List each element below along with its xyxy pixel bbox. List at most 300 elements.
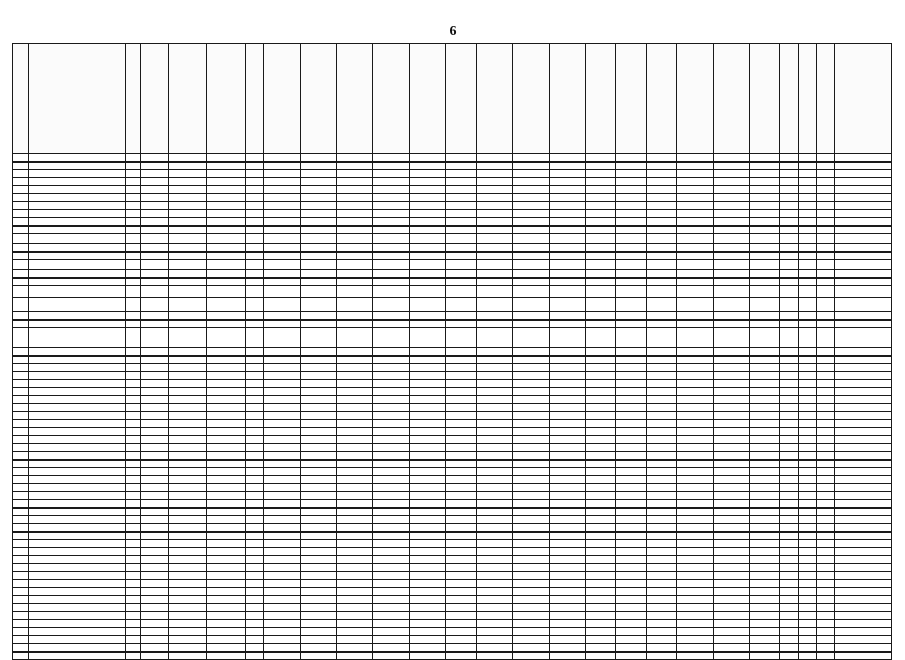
table-cell — [336, 388, 372, 396]
table-cell — [168, 278, 206, 286]
table-cell — [13, 380, 29, 388]
table-cell — [798, 556, 816, 564]
table-cell — [140, 564, 168, 572]
table-cell — [336, 396, 372, 404]
table-cell — [126, 186, 140, 194]
table-cell — [798, 210, 816, 218]
table-cell — [13, 252, 29, 260]
table-cell — [336, 162, 372, 170]
table-cell — [549, 154, 585, 162]
table-cell — [677, 194, 713, 202]
table-cell — [713, 540, 749, 548]
table-cell — [13, 516, 29, 524]
table-cell — [750, 516, 780, 524]
table-row — [13, 500, 892, 508]
table-cell — [816, 278, 834, 286]
table-cell — [373, 588, 409, 596]
table-cell — [646, 460, 676, 468]
table-cell — [336, 412, 372, 420]
table-cell — [13, 532, 29, 540]
table-cell — [207, 628, 245, 636]
table-cell — [13, 186, 29, 194]
table-cell — [168, 364, 206, 372]
table-cell — [140, 404, 168, 412]
table-cell — [549, 170, 585, 178]
table-cell — [336, 588, 372, 596]
table-cell — [168, 186, 206, 194]
table-cell — [373, 452, 409, 460]
table-cell — [646, 356, 676, 364]
table-cell — [476, 612, 512, 620]
table-cell — [677, 484, 713, 492]
table-cell — [126, 312, 140, 320]
table-cell — [646, 178, 676, 186]
table-cell — [549, 186, 585, 194]
table-cell — [29, 540, 126, 548]
table-cell — [126, 580, 140, 588]
table-cell — [835, 548, 892, 556]
table-cell — [780, 548, 798, 556]
table-cell — [476, 444, 512, 452]
table-cell — [750, 532, 780, 540]
table-cell — [750, 452, 780, 460]
table-cell — [798, 186, 816, 194]
table-cell — [207, 508, 245, 516]
table-cell — [29, 532, 126, 540]
table-row — [13, 428, 892, 436]
table-cell — [513, 652, 549, 660]
table-cell — [713, 476, 749, 484]
table-cell — [373, 218, 409, 226]
table-cell — [835, 588, 892, 596]
table-cell — [446, 564, 476, 572]
table-cell — [816, 218, 834, 226]
table-cell — [245, 372, 263, 380]
table-cell — [713, 436, 749, 444]
table-cell — [207, 320, 245, 328]
table-cell — [140, 468, 168, 476]
table-cell — [140, 178, 168, 186]
table-cell — [409, 380, 445, 388]
table-cell — [549, 540, 585, 548]
table-cell — [13, 244, 29, 252]
table-cell — [750, 260, 780, 270]
table-cell — [677, 234, 713, 244]
table-row — [13, 580, 892, 588]
table-cell — [140, 154, 168, 162]
table-cell — [140, 244, 168, 252]
table-cell — [750, 328, 780, 348]
table-cell — [409, 428, 445, 436]
table-cell — [646, 524, 676, 532]
table-cell — [140, 460, 168, 468]
table-cell — [816, 388, 834, 396]
table-cell — [446, 428, 476, 436]
table-cell — [207, 444, 245, 452]
table-cell — [513, 500, 549, 508]
table-cell — [373, 388, 409, 396]
table-cell — [264, 380, 300, 388]
table-cell — [29, 508, 126, 516]
table-cell — [245, 540, 263, 548]
table-cell — [513, 620, 549, 628]
table-cell — [409, 436, 445, 444]
table-cell — [373, 380, 409, 388]
table-cell — [245, 364, 263, 372]
table-cell — [549, 508, 585, 516]
table-cell — [373, 460, 409, 468]
table-cell — [780, 508, 798, 516]
table-cell — [245, 218, 263, 226]
table-cell — [264, 186, 300, 194]
table-cell — [207, 596, 245, 604]
table-cell — [446, 476, 476, 484]
table-cell — [446, 468, 476, 476]
table-cell — [750, 388, 780, 396]
table-cell — [646, 286, 676, 298]
table-cell — [835, 210, 892, 218]
table-cell — [300, 420, 336, 428]
table-cell — [798, 412, 816, 420]
table-cell — [677, 516, 713, 524]
table-cell — [446, 596, 476, 604]
table-cell — [798, 604, 816, 612]
table-cell — [549, 312, 585, 320]
table-cell — [140, 612, 168, 620]
table-cell — [835, 202, 892, 210]
table-cell — [549, 596, 585, 604]
table-cell — [816, 234, 834, 244]
table-cell — [835, 270, 892, 278]
table-cell — [513, 364, 549, 372]
table-cell — [409, 540, 445, 548]
table-cell — [798, 234, 816, 244]
table-cell — [126, 372, 140, 380]
table-cell — [29, 460, 126, 468]
table-cell — [586, 420, 616, 428]
table-cell — [126, 252, 140, 260]
table-cell — [586, 270, 616, 278]
table-cell — [126, 516, 140, 524]
table-cell — [616, 202, 646, 210]
table-cell — [126, 178, 140, 186]
table-cell — [409, 210, 445, 218]
table-cell — [126, 356, 140, 364]
table-cell — [713, 252, 749, 260]
table-cell — [13, 500, 29, 508]
table-cell — [780, 356, 798, 364]
table-cell — [373, 428, 409, 436]
table-cell — [336, 170, 372, 178]
table-cell — [245, 202, 263, 210]
table-cell — [373, 396, 409, 404]
table-cell — [646, 270, 676, 278]
table-cell — [835, 452, 892, 460]
table-cell — [264, 444, 300, 452]
table-cell — [616, 298, 646, 312]
table-cell — [646, 620, 676, 628]
table-cell — [168, 460, 206, 468]
table-cell — [29, 178, 126, 186]
table-cell — [409, 260, 445, 270]
table-cell — [140, 162, 168, 170]
table-cell — [13, 548, 29, 556]
table-cell — [29, 484, 126, 492]
table-cell — [816, 178, 834, 186]
table-cell — [29, 372, 126, 380]
table-cell — [29, 210, 126, 218]
table-cell — [409, 652, 445, 660]
table-cell — [126, 548, 140, 556]
table-cell — [300, 612, 336, 620]
table-cell — [646, 644, 676, 652]
table-cell — [140, 396, 168, 404]
table-cell — [616, 476, 646, 484]
table-cell — [207, 178, 245, 186]
table-cell — [513, 612, 549, 620]
table-cell — [513, 312, 549, 320]
table-cell — [646, 244, 676, 252]
table-row — [13, 186, 892, 194]
table-cell — [126, 628, 140, 636]
table-cell — [713, 500, 749, 508]
table-cell — [677, 644, 713, 652]
table-cell — [798, 252, 816, 260]
table-cell — [126, 556, 140, 564]
table-cell — [780, 312, 798, 320]
table-cell — [207, 420, 245, 428]
table-cell — [264, 412, 300, 420]
table-cell — [646, 348, 676, 356]
table-cell — [780, 252, 798, 260]
table-cell — [29, 492, 126, 500]
table-cell — [168, 524, 206, 532]
table-cell — [549, 194, 585, 202]
table-cell — [207, 218, 245, 226]
table-cell — [677, 436, 713, 444]
table-cell — [616, 278, 646, 286]
table-cell — [126, 154, 140, 162]
table-cell — [677, 404, 713, 412]
table-cell — [646, 388, 676, 396]
table-cell — [798, 652, 816, 660]
table-cell — [713, 226, 749, 234]
table-cell — [677, 604, 713, 612]
table-cell — [549, 270, 585, 278]
table-cell — [168, 372, 206, 380]
table-cell — [245, 452, 263, 460]
table-cell — [750, 44, 780, 154]
table-cell — [816, 194, 834, 202]
table-cell — [780, 652, 798, 660]
table-cell — [835, 364, 892, 372]
table-cell — [168, 588, 206, 596]
table-cell — [616, 252, 646, 260]
table-cell — [336, 548, 372, 556]
table-cell — [13, 468, 29, 476]
table-cell — [336, 372, 372, 380]
table-cell — [409, 452, 445, 460]
table-cell — [446, 532, 476, 540]
table-cell — [168, 252, 206, 260]
table-cell — [140, 388, 168, 396]
table-row — [13, 604, 892, 612]
table-cell — [207, 612, 245, 620]
table-cell — [13, 620, 29, 628]
table-cell — [336, 468, 372, 476]
table-cell — [373, 356, 409, 364]
table-cell — [549, 226, 585, 234]
table-cell — [476, 564, 512, 572]
table-cell — [646, 452, 676, 460]
table-row — [13, 372, 892, 380]
table-cell — [586, 508, 616, 516]
table-cell — [13, 556, 29, 564]
table-cell — [264, 388, 300, 396]
table-cell — [780, 218, 798, 226]
table-cell — [409, 556, 445, 564]
table-cell — [780, 404, 798, 412]
table-cell — [446, 452, 476, 460]
table-cell — [446, 286, 476, 298]
table-cell — [549, 244, 585, 252]
table-cell — [513, 186, 549, 194]
table-cell — [446, 580, 476, 588]
table-cell — [780, 162, 798, 170]
table-cell — [446, 572, 476, 580]
table-cell — [713, 396, 749, 404]
table-cell — [13, 348, 29, 356]
table-cell — [586, 620, 616, 628]
table-cell — [29, 328, 126, 348]
table-cell — [245, 154, 263, 162]
table-row — [13, 328, 892, 348]
table-cell — [549, 298, 585, 312]
table-cell — [677, 596, 713, 604]
table-row — [13, 234, 892, 244]
table-cell — [29, 162, 126, 170]
table-cell — [446, 186, 476, 194]
table-cell — [816, 444, 834, 452]
table-cell — [300, 572, 336, 580]
table-cell — [245, 420, 263, 428]
table-cell — [168, 210, 206, 218]
table-cell — [616, 348, 646, 356]
table-cell — [677, 260, 713, 270]
table-cell — [816, 452, 834, 460]
table-cell — [245, 298, 263, 312]
table-cell — [13, 580, 29, 588]
table-cell — [549, 218, 585, 226]
table-cell — [300, 380, 336, 388]
table-cell — [816, 298, 834, 312]
table-cell — [140, 312, 168, 320]
table-cell — [13, 452, 29, 460]
table-cell — [300, 500, 336, 508]
table-cell — [336, 604, 372, 612]
table-cell — [586, 298, 616, 312]
table-cell — [168, 428, 206, 436]
table-cell — [336, 348, 372, 356]
table-cell — [168, 476, 206, 484]
table-cell — [798, 620, 816, 628]
table-cell — [616, 270, 646, 278]
table-cell — [586, 202, 616, 210]
table-cell — [476, 234, 512, 244]
table-cell — [835, 154, 892, 162]
table-cell — [816, 572, 834, 580]
table-cell — [677, 428, 713, 436]
table-cell — [750, 210, 780, 218]
table-cell — [245, 508, 263, 516]
table-cell — [126, 286, 140, 298]
table-cell — [13, 154, 29, 162]
table-cell — [476, 436, 512, 444]
table-cell — [586, 278, 616, 286]
table-cell — [13, 286, 29, 298]
table-cell — [713, 186, 749, 194]
table-cell — [780, 580, 798, 588]
table-row — [13, 364, 892, 372]
table-cell — [798, 484, 816, 492]
table-cell — [207, 396, 245, 404]
table-cell — [677, 356, 713, 364]
table-cell — [780, 596, 798, 604]
table-cell — [29, 404, 126, 412]
table-cell — [780, 320, 798, 328]
table-cell — [245, 404, 263, 412]
table-cell — [586, 154, 616, 162]
table-cell — [446, 234, 476, 244]
table-cell — [476, 476, 512, 484]
table-cell — [476, 628, 512, 636]
table-cell — [168, 380, 206, 388]
table-cell — [646, 278, 676, 286]
table-cell — [646, 412, 676, 420]
table-cell — [549, 548, 585, 556]
table-cell — [29, 154, 126, 162]
table-cell — [750, 444, 780, 452]
table-cell — [373, 154, 409, 162]
table-cell — [140, 372, 168, 380]
table-cell — [616, 244, 646, 252]
table-cell — [140, 380, 168, 388]
table-cell — [549, 404, 585, 412]
table-cell — [13, 388, 29, 396]
table-cell — [750, 476, 780, 484]
table-row — [13, 388, 892, 396]
table-cell — [140, 604, 168, 612]
table-cell — [264, 452, 300, 460]
table-cell — [476, 620, 512, 628]
table-cell — [549, 252, 585, 260]
table-cell — [677, 154, 713, 162]
table-cell — [549, 580, 585, 588]
table-cell — [336, 596, 372, 604]
table-cell — [245, 492, 263, 500]
table-cell — [207, 202, 245, 210]
table-cell — [373, 524, 409, 532]
table-cell — [29, 500, 126, 508]
table-cell — [168, 540, 206, 548]
table-cell — [750, 612, 780, 620]
table-cell — [126, 210, 140, 218]
table-cell — [750, 604, 780, 612]
table-cell — [29, 444, 126, 452]
table-cell — [245, 556, 263, 564]
table-cell — [446, 628, 476, 636]
table-cell — [513, 210, 549, 218]
